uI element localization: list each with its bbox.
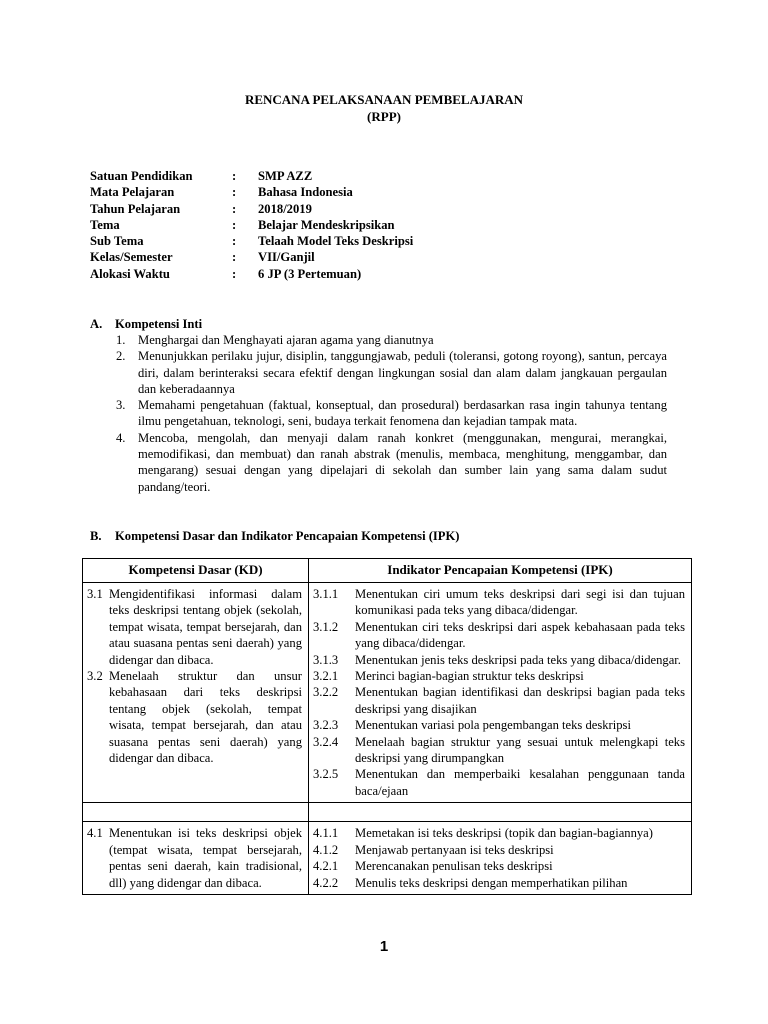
meta-row bbox=[90, 266, 413, 282]
ipk-text: Menulis teks deskripsi dengan memperhatikan pilihan bbox=[355, 875, 628, 890]
kd-cell bbox=[83, 583, 309, 803]
list-text: Menghargai dan Menghayati ajaran agama yang dianutnya bbox=[138, 333, 434, 347]
ipk-item bbox=[313, 586, 685, 619]
ipk-text: Menelaah bagian struktur yang sesuai untuk melengkapi teks deskripsi yang dirumpangkan bbox=[355, 734, 685, 766]
ipk-number: 3.1.1 bbox=[313, 587, 339, 601]
meta-value: SMP AZZ bbox=[258, 169, 313, 183]
ipk-text: Memetakan isi teks deskripsi (topik dan bagian-bagiannya) bbox=[355, 826, 653, 841]
kd-number: 4.1 bbox=[87, 826, 103, 841]
ipk-cell bbox=[309, 583, 692, 803]
list-number: 3. bbox=[116, 398, 126, 413]
ipk-number: 4.2.2 bbox=[313, 875, 339, 890]
ipk-item bbox=[313, 858, 685, 874]
meta-label: Sub Tema bbox=[90, 234, 144, 249]
ipk-item bbox=[313, 766, 685, 799]
ipk-number: 4.2.1 bbox=[313, 859, 339, 874]
ipk-item bbox=[313, 619, 685, 652]
spacer-cell bbox=[83, 803, 309, 822]
meta-label: Alokasi Waktu bbox=[90, 266, 170, 281]
ipk-number: 4.1.2 bbox=[313, 842, 339, 857]
list-text: Menunjukkan perilaku jujur, disiplin, tanggungjawab, peduli (toleransi, gotong royong), santun, percaya diri, dalam berinteraksi secara efektif dengan lingkungan sosial dan alam dalam jangkauan pergaulan dan keberadaannya bbox=[138, 349, 667, 396]
section-title: Kompetensi Dasar dan Indikator Pencapaian Kompetensi (IPK) bbox=[115, 529, 460, 543]
section-b-heading bbox=[90, 528, 460, 544]
ipk-text: Merencanakan penulisan teks deskripsi bbox=[355, 859, 553, 874]
ipk-text: Menentukan ciri umum teks deskripsi dari segi isi dan tujuan komunikasi pada teks yang dibaca/didengar. bbox=[355, 587, 685, 618]
meta-separator: : bbox=[232, 234, 237, 249]
ipk-text: Menentukan variasi pola pengembangan teks deskripsi bbox=[355, 718, 631, 733]
table-header-row bbox=[83, 559, 692, 583]
meta-separator: : bbox=[232, 250, 237, 265]
list-number: 1. bbox=[116, 333, 126, 347]
ipk-number: 4.1.1 bbox=[313, 826, 339, 841]
identity-block bbox=[90, 168, 413, 282]
list-text: Mencoba, mengolah, dan menyaji dalam ranah konkret (menggunakan, mengurai, merangkai, memodifikasi, dan membuat) dan ranah abstrak (menulis, membaca, menghitung, menggambar, dan mengarang) sesuai dengan yang dipelajari di sekolah dan sumber lain yang sama dalam sudut pandang/teori. bbox=[138, 430, 667, 494]
meta-value: 6 JP (3 Pertemuan) bbox=[258, 266, 362, 281]
document-subtitle: (RPP) bbox=[367, 109, 401, 124]
meta-separator: : bbox=[232, 266, 237, 281]
kd-item bbox=[87, 586, 302, 668]
meta-row bbox=[90, 217, 413, 233]
ipk-number: 3.2.3 bbox=[313, 718, 339, 733]
ipk-text: Merinci bagian-bagian struktur teks deskripsi bbox=[355, 669, 584, 684]
meta-value: VII/Ganjil bbox=[258, 250, 315, 265]
meta-label: Kelas/Semester bbox=[90, 250, 173, 265]
ipk-number: 3.2.4 bbox=[313, 734, 339, 749]
list-number: 4. bbox=[116, 430, 126, 445]
kd-text: Menelaah struktur dan unsur kebahasaan dari teks deskripsi tentang objek (sekolah, tempat wisata, tempat bersejarah, dan atau suasana pentas seni daerah) yang didengar dan dibaca. bbox=[109, 669, 302, 766]
list-text: Memahami pengetahuan (faktual, konseptual, dan prosedural) berdasarkan rasa ingin tahunya tentang ilmu pengetahuan, teknologi, seni, budaya terkait fenomena dan kejadian tampak mata. bbox=[138, 398, 667, 429]
kd-ipk-table bbox=[82, 558, 692, 895]
table-row bbox=[83, 822, 692, 895]
table-row bbox=[83, 583, 692, 803]
section-title: Kompetensi Inti bbox=[115, 317, 203, 331]
ipk-number: 3.2.2 bbox=[313, 685, 339, 700]
meta-row bbox=[90, 233, 413, 249]
spacer-cell bbox=[309, 803, 692, 822]
ipk-number: 3.1.2 bbox=[313, 619, 339, 634]
meta-value: Bahasa Indonesia bbox=[258, 185, 353, 200]
kompetensi-inti-list bbox=[116, 332, 667, 495]
kd-number: 3.2 bbox=[87, 669, 103, 684]
table-spacer-row bbox=[83, 803, 692, 822]
section-letter: B. bbox=[90, 529, 102, 543]
ipk-item bbox=[313, 652, 685, 668]
list-item bbox=[116, 430, 667, 495]
ipk-text: Menentukan dan memperbaiki kesalahan penggunaan tanda baca/ejaan bbox=[355, 767, 685, 798]
kd-text: Menentukan isi teks deskripsi objek (tempat wisata, tempat bersejarah, pentas seni daerah, kain tradisional, dll) yang didengar dan dibaca. bbox=[109, 826, 302, 890]
meta-separator: : bbox=[232, 201, 237, 216]
list-item bbox=[116, 397, 667, 430]
meta-row bbox=[90, 249, 413, 265]
kd-text: Mengidentifikasi informasi dalam teks deskripsi tentang objek (sekolah, tempat wisata, tempat bersejarah, dan atau suasana pentas seni daerah) yang didengar dan dibaca. bbox=[109, 587, 302, 667]
list-item bbox=[116, 332, 667, 348]
ipk-text: Menjawab pertanyaan isi teks deskripsi bbox=[355, 842, 554, 857]
meta-label: Mata Pelajaran bbox=[90, 185, 175, 200]
meta-value: Telaah Model Teks Deskripsi bbox=[258, 234, 414, 249]
page-number: 1 bbox=[379, 938, 389, 955]
section-a-heading bbox=[90, 316, 202, 332]
ipk-number: 3.1.3 bbox=[313, 652, 339, 667]
column-header-ipk: Indikator Pencapaian Kompetensi (IPK) bbox=[309, 559, 692, 583]
meta-separator: : bbox=[232, 169, 237, 183]
kd-item bbox=[87, 668, 302, 766]
meta-separator: : bbox=[232, 217, 237, 232]
ipk-item bbox=[313, 684, 685, 717]
ipk-text: Menentukan ciri teks deskripsi dari aspek kebahasaan pada teks yang dibaca/didengar. bbox=[355, 619, 685, 651]
meta-separator: : bbox=[232, 185, 237, 200]
ipk-cell bbox=[309, 822, 692, 895]
document-title: RENCANA PELAKSANAAN PEMBELAJARAN bbox=[244, 92, 524, 107]
ipk-item bbox=[313, 734, 685, 767]
kd-number: 3.1 bbox=[87, 587, 103, 601]
meta-row bbox=[90, 201, 413, 217]
meta-label: Tema bbox=[90, 217, 120, 232]
ipk-item bbox=[313, 875, 685, 891]
ipk-number: 3.2.5 bbox=[313, 767, 339, 782]
meta-value: Belajar Mendeskripsikan bbox=[258, 217, 395, 232]
list-number: 2. bbox=[116, 349, 126, 364]
ipk-item bbox=[313, 842, 685, 858]
ipk-text: Menentukan bagian identifikasi dan deskripsi bagian pada teks deskripsi yang disajikan bbox=[355, 685, 685, 716]
section-letter: A. bbox=[90, 317, 103, 331]
ipk-number: 3.2.1 bbox=[313, 669, 339, 684]
meta-label: Tahun Pelajaran bbox=[90, 201, 181, 216]
meta-value: 2018/2019 bbox=[258, 201, 312, 216]
ipk-text: Menentukan jenis teks deskripsi pada teks yang dibaca/didengar. bbox=[355, 652, 681, 667]
ipk-item bbox=[313, 668, 685, 684]
meta-row bbox=[90, 184, 413, 200]
ipk-item bbox=[313, 825, 685, 841]
list-item bbox=[116, 348, 667, 397]
column-header-kd: Kompetensi Dasar (KD) bbox=[83, 559, 309, 583]
ipk-item bbox=[313, 717, 685, 733]
meta-row bbox=[90, 168, 413, 184]
kd-item bbox=[87, 825, 302, 891]
meta-label: Satuan Pendidikan bbox=[90, 169, 193, 183]
kd-cell bbox=[83, 822, 309, 895]
